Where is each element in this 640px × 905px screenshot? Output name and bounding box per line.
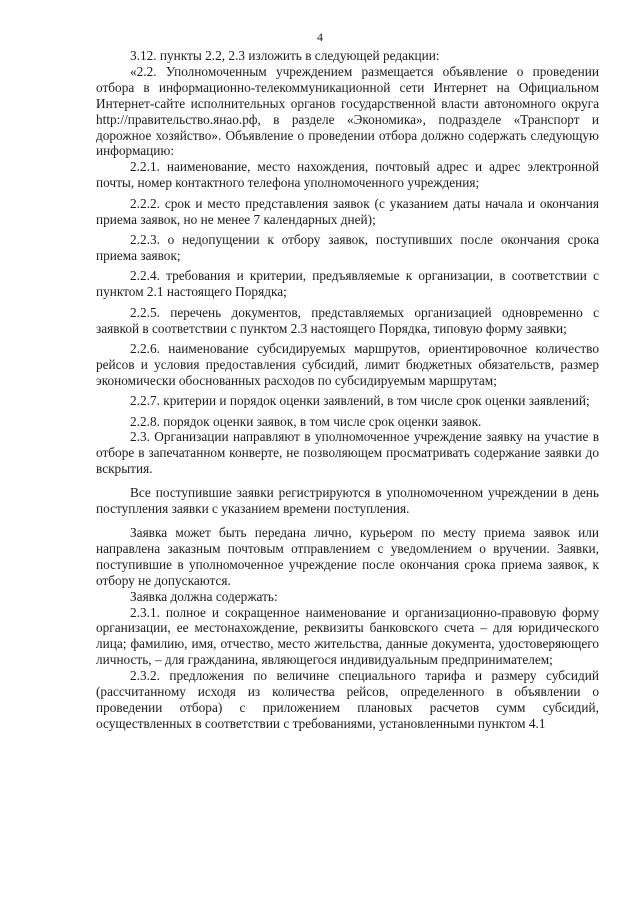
paragraph: Все поступившие заявки регистрируются в уполномоченном учреждении в день поступления заявки с указанием времени поступления.: [96, 485, 599, 517]
paragraph: 2.2.6. наименование субсидируемых маршрутов, ориентировочное количество рейсов и условия предоставления субсидий, лимит бюджетных обязательств, размер экономически обоснованных расходов по субсидируемым маршрутам;: [96, 340, 599, 388]
paragraph: 2.3. Организации направляют в уполномоченное учреждение заявку на участие в отборе в запечатанном конверте, не позволяющем просматривать содержание заявки до вскрытия.: [96, 429, 599, 477]
paragraph: Заявка должна содержать:: [130, 588, 278, 604]
paragraph: 2.2.3. о недопущении к отбору заявок, поступивших после окончания срока приема заявок;: [96, 231, 599, 263]
paragraph: Заявка может быть передана лично, курьером по месту приема заявок или направлена заказным почтовым отправлением с уведомлением о вручении. Заявки, поступившие в уполномоченное учреждение после окончания срока приема заявок, к отбору не допускаются.: [96, 524, 599, 588]
paragraph: 2.2.7. критерии и порядок оценки заявлений, в том числе срок оценки заявлений;: [130, 393, 590, 409]
paragraph: 3.12. пункты 2.2, 2.3 изложить в следующей редакции:: [130, 48, 440, 63]
paragraph: 2.3.2. предложения по величине специального тарифа и размеру субсидий (рассчитанному исходя из количества рейсов, определенного в объявлении о проведении отбора) с приложением плановых расчетов сумм субсидий, осуществленных в соответствии с требованиями, установленными пунктом 4.1: [96, 668, 599, 731]
paragraph: 2.2.8. порядок оценки заявок, в том числе срок оценки заявок.: [130, 413, 482, 429]
paragraph: 2.2.4. требования и критерии, предъявляемые к организации, в соответствии с пунктом 2.1 настоящего Порядка;: [96, 268, 599, 300]
document-body: [96, 48, 599, 732]
page-number: 4: [317, 30, 323, 44]
paragraph: 2.2.1. наименование, место нахождения, почтовый адрес и адрес электронной почты, номер контактного телефона уполномоченного учреждения;: [96, 159, 599, 191]
paragraph: 2.3.1. полное и сокращенное наименование и организационно-правовую форму организации, ее местонахождение, реквизиты банковского счета – для юридического лица; фамилию, имя, отчество, место жительства, данные документа, удостоверяющего личность, – для гражданина, являющегося индивидуальным предпринимателем;: [96, 604, 599, 668]
paragraph: 2.2.5. перечень документов, представляемых организацией одновременно с заявкой в соответствии с пунктом 2.3 настоящего Порядка, типовую форму заявки;: [96, 304, 599, 336]
paragraph: «2.2. Уполномоченным учреждением размещается объявление о проведении отбора в информационно-телекоммуникационной сети Интернет на Официальном Интернет-сайте исполнительных органов государственной власти автономного округа http://правительство.янао.рф, в разделе «Экономика», подразделе «Транспорт и дорожное хозяйство». Объявление о проведении отбора должно содержать следующую информацию:: [96, 63, 599, 159]
paragraph: 2.2.2. срок и место представления заявок (с указанием даты начала и окончания приема заявок, но не менее 7 календарных дней);: [96, 195, 599, 227]
